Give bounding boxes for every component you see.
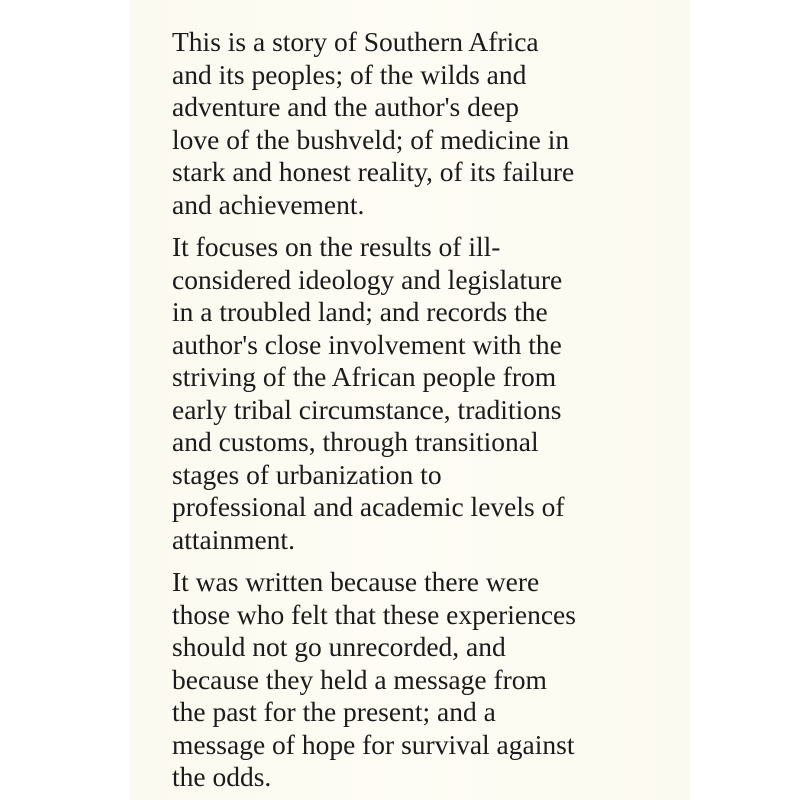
text-line: the odds. — [172, 761, 272, 792]
text-line: those who felt that these experiences — [172, 598, 576, 630]
paragraph-2 — [172, 231, 692, 556]
text-line: This is a story of Southern Africa — [172, 26, 539, 57]
text-line: the past for the present; and a — [172, 696, 496, 727]
text-line: in a troubled land; and records the — [172, 296, 548, 327]
text-line: stark and honest reality, of its failure — [172, 156, 575, 187]
text-line: considered ideology and legislature — [172, 263, 563, 295]
text-line: adventure and the author's deep — [172, 91, 520, 122]
paragraph-3 — [172, 566, 692, 794]
text-line: early tribal circumstance, traditions — [172, 393, 562, 425]
text-line: should not go unrecorded, and — [172, 631, 506, 662]
text-line: and achievement. — [172, 188, 365, 220]
text-line: love of the bushveld; of medicine in — [172, 123, 570, 155]
text-line: It was written because there were — [172, 566, 540, 597]
text-line: because they held a message from — [172, 663, 547, 695]
text-line: and customs, through transitional — [172, 426, 539, 457]
paragraph-1 — [172, 26, 692, 221]
book-blurb — [172, 26, 692, 794]
text-line: message of hope for survival against — [172, 728, 575, 760]
text-line: striving of the African people from — [172, 361, 557, 392]
text-line: professional and academic levels of — [172, 491, 565, 522]
text-line: stages of urbanization to — [172, 458, 442, 490]
text-line: and its peoples; of the wilds and — [172, 58, 527, 90]
text-line: It focuses on the results of ill- — [172, 231, 501, 262]
text-line: attainment. — [172, 523, 295, 555]
text-line: author's close involvement with the — [172, 328, 562, 360]
